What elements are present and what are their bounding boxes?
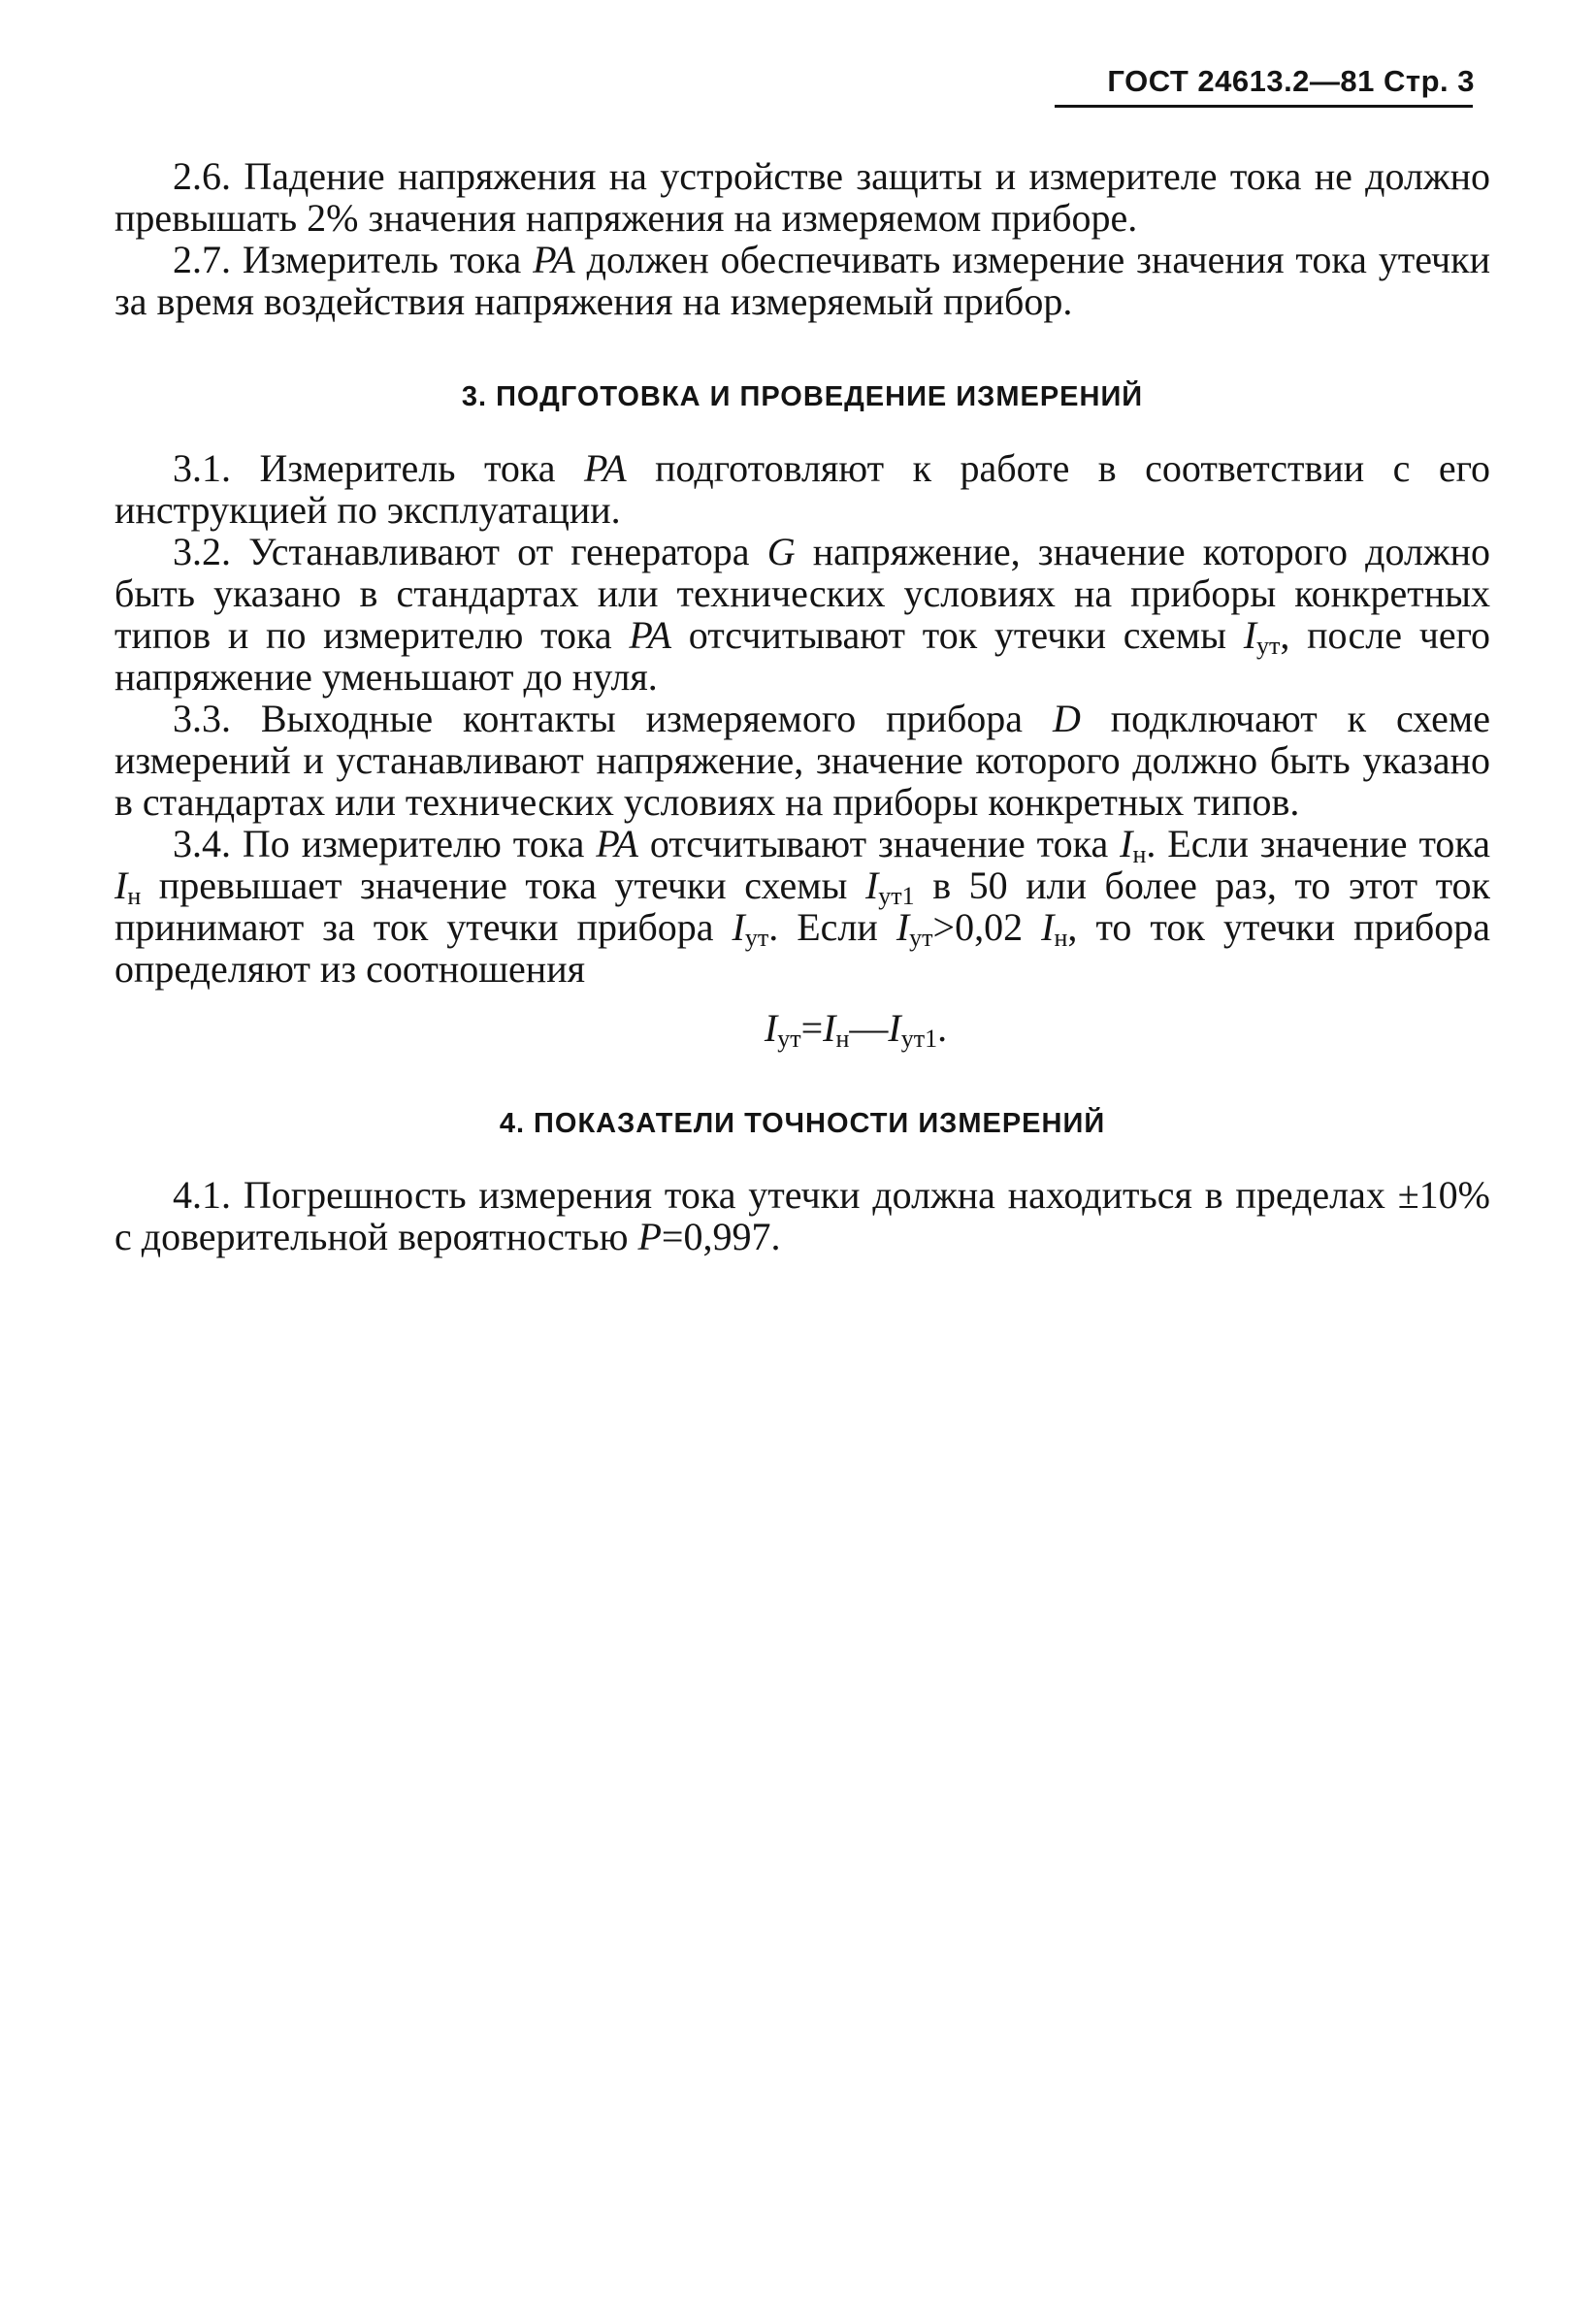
text-run: напряжение, значение которого должно быть указано в стандартах или технических условиях на приборы конкретных типов и по измерителю тока bbox=[114, 530, 1490, 657]
text-run: должен обеспечивать измерение значения тока утечки за время воздействия напряжения на измеряемый прибор. bbox=[114, 238, 1490, 323]
text-run: отсчитывают ток утечки схемы bbox=[671, 613, 1244, 657]
paragraph-4-1 bbox=[114, 1174, 1490, 1257]
symbol-i: I bbox=[1243, 613, 1257, 657]
text-run: , то ток утечки прибора определяют из соотношения bbox=[114, 905, 1491, 991]
text-run: отсчитывают значение тока bbox=[637, 822, 1121, 865]
text-run: подключают к схеме измерений и устанавливают напряжение, значение которого должно быть указано в стандартах или технических условиях на приборы конкретных типов. bbox=[114, 697, 1490, 824]
symbol-i: I bbox=[114, 863, 128, 907]
subscript: ут bbox=[744, 924, 769, 952]
text-run: 4.1. Погрешность измерения тока утечки должна находиться в пределах ±10% с доверительной вероятностью bbox=[114, 1173, 1490, 1258]
text-run: превышает значение тока утечки схемы bbox=[141, 863, 865, 907]
text-run: >0,02 bbox=[932, 905, 1042, 949]
symbol-i: I bbox=[864, 863, 879, 907]
header-rule bbox=[1055, 105, 1473, 108]
subscript: н bbox=[1054, 924, 1068, 952]
text-run: в 50 или более раз, то этот ток принимают за ток утечки прибора bbox=[114, 863, 1490, 949]
symbol-i: I bbox=[823, 1006, 836, 1050]
subscript: ут bbox=[1256, 632, 1281, 660]
symbol-pa: PA bbox=[533, 238, 575, 281]
symbol-g: G bbox=[766, 530, 796, 573]
paragraph-2-7 bbox=[114, 239, 1490, 322]
symbol-pa: PA bbox=[629, 613, 672, 657]
symbol-i: I bbox=[888, 1006, 901, 1050]
symbol-p: P bbox=[637, 1215, 662, 1258]
formula-equals: = bbox=[800, 1006, 824, 1050]
subscript: н bbox=[127, 882, 142, 910]
symbol-i: I bbox=[1120, 822, 1133, 865]
page-header: ГОСТ 24613.2—81 Стр. 3 bbox=[1107, 64, 1475, 98]
symbol-pa: PA bbox=[583, 446, 627, 490]
text-run: 3.3. Выходные контакты измеряемого прибора bbox=[173, 697, 1053, 740]
paragraph-2-6: 2.6. Падение напряжения на устройстве защиты и измерителе тока не должно превышать 2% значения напряжения на измеряемом приборе. bbox=[114, 154, 1490, 240]
subscript: ут1 bbox=[900, 1025, 938, 1053]
text-run: =0,997. bbox=[661, 1215, 781, 1258]
symbol-i: I bbox=[764, 1006, 778, 1050]
subscript: ут bbox=[777, 1025, 801, 1053]
formula-minus: — bbox=[849, 1006, 889, 1050]
text-run: подготовляют к работе в соответствии с его инструкцией по эксплуатации. bbox=[114, 446, 1490, 532]
document-body bbox=[114, 155, 1490, 1257]
symbol-pa: PA bbox=[596, 822, 638, 865]
text-run: 3.1. Измеритель тока bbox=[173, 446, 584, 490]
paragraph-3-4 bbox=[114, 823, 1490, 990]
symbol-i: I bbox=[1041, 905, 1055, 949]
text-run: 3.4. По измерителю тока bbox=[173, 822, 597, 865]
paragraph-3-1 bbox=[114, 447, 1490, 531]
subscript: ут1 bbox=[878, 882, 915, 910]
text-run: . Если bbox=[768, 905, 896, 949]
symbol-i: I bbox=[896, 905, 910, 949]
text-run: 2.7. Измеритель тока bbox=[173, 238, 534, 281]
paragraph-3-2 bbox=[114, 531, 1490, 698]
text-run: 3.2. Устанавливают от генератора bbox=[173, 530, 767, 573]
paragraph-3-3 bbox=[114, 698, 1490, 823]
subscript: н bbox=[835, 1025, 850, 1053]
text-run: , после чего напряжение уменьшают до нуля. bbox=[114, 613, 1490, 699]
leakage-formula bbox=[114, 1006, 1490, 1053]
symbol-d: D bbox=[1052, 697, 1081, 740]
formula-period: . bbox=[937, 1006, 948, 1050]
section-4-title: 4. ПОКАЗАТЕЛИ ТОЧНОСТИ ИЗМЕРЕНИЙ bbox=[499, 1108, 1106, 1139]
subscript: ут bbox=[909, 924, 933, 952]
subscript: н bbox=[1132, 840, 1147, 868]
symbol-i: I bbox=[732, 905, 745, 949]
section-3-title: 3. ПОДГОТОВКА И ПРОВЕДЕНИЕ ИЗМЕРЕНИЙ bbox=[461, 381, 1144, 412]
text-run: . Если значение тока bbox=[1146, 822, 1490, 865]
